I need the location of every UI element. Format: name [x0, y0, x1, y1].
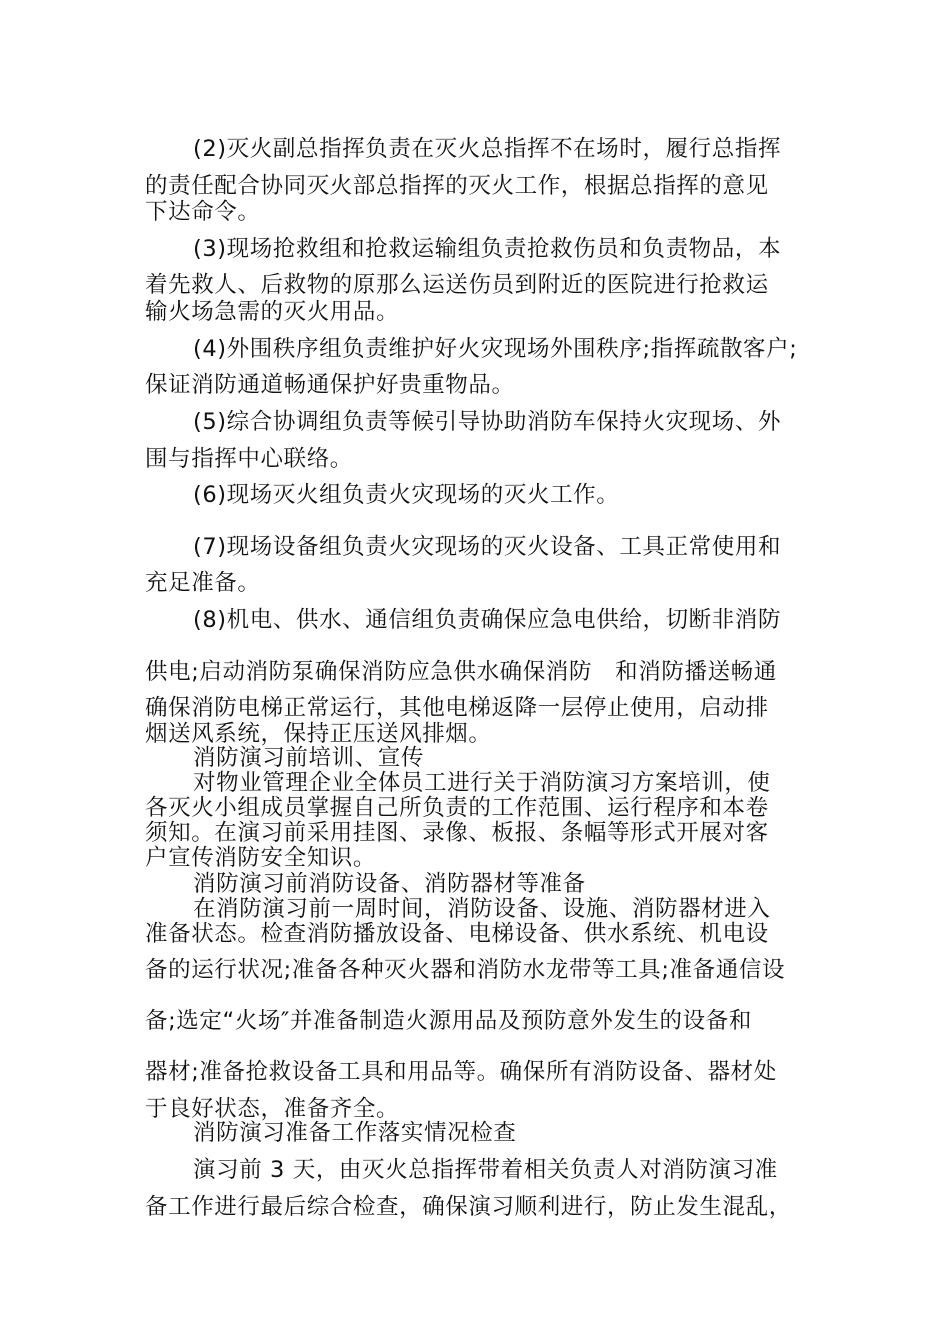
text-line: 准备状态。检查消防播放设备、电梯设备、供水系统、机电设: [145, 921, 769, 947]
text-line: 备;选定“火场″并准备制造火源用品及预防意外发生的设备和: [145, 1008, 752, 1034]
text-line: 各灭火小组成员掌握自己所负责的工作范围、运行程序和本卷: [145, 795, 769, 821]
text-line: (5)综合协调组负责等候引导协助消防车保持火灾现场、外: [193, 409, 782, 435]
text-line: 下达命令。: [145, 199, 261, 225]
text-line: 须知。在演习前采用挂图、录像、板报、条幅等形式开展对客: [145, 820, 769, 846]
text-line: 备的运行状况;准备各种灭火器和消防水龙带等工具;准备通信设: [145, 957, 786, 983]
text-line: 充足准备。: [145, 570, 261, 596]
text-line: (8)机电、供水、通信组负责确保应急电供给，切断非消防: [193, 607, 782, 633]
section-heading: 消防演习前培训、宣传: [193, 745, 425, 771]
text-line: 对物业管理企业全体员工进行关于消防演习方案培训，使: [193, 770, 771, 796]
text-line: 的责任配合协同灭火部总指挥的灭火工作，根据总指挥的意见: [145, 173, 769, 199]
text-line: 确保消防电梯正常运行，其他电梯返降一层停止使用，启动排: [145, 695, 769, 721]
text-line: 在消防演习前一周时间，消防设备、设施、消防器材进入: [193, 896, 771, 922]
text-line: (2)灭火副总指挥负责在灭火总指挥不在场时，履行总指挥: [193, 136, 782, 162]
text-line: 供电;启动消防泵确保消防应急供水确保消防 和消防播送畅通: [145, 659, 777, 685]
text-line: (3)现场抢救组和抢救运输组负责抢救伤员和负责物品，本: [193, 236, 782, 262]
text-line: 演习前 3 天，由灭火总指挥带着相关负责人对消防演习准: [193, 1157, 778, 1183]
section-heading: 消防演习准备工作落实情况检查: [193, 1120, 517, 1146]
text-line: 于良好状态，准备齐全。: [145, 1096, 400, 1122]
text-line: 烟送风系统，保持正压送风排烟。: [145, 721, 492, 747]
text-line: 围与指挥中心联络。: [145, 446, 353, 472]
text-line: 着先救人、后救物的原那么运送伤员到附近的医院进行抢救运: [145, 272, 769, 298]
text-line: 备工作进行最后综合检查，确保演习顺利进行，防止发生混乱，: [145, 1194, 792, 1220]
text-line: (4)外围秩序组负责维护好火灾现场外围秩序;指挥疏散客户;: [193, 336, 798, 362]
text-line: 器材;准备抢救设备工具和用品等。确保所有消防设备、器材处: [145, 1059, 777, 1085]
section-heading: 消防演习前消防设备、消防器材等准备: [193, 871, 586, 897]
text-line: (6)现场灭火组负责火灾现场的灭火工作。: [193, 482, 620, 508]
text-line: 输火场急需的灭火用品。: [145, 299, 400, 325]
text-line: 户宣传消防安全知识。: [145, 845, 377, 871]
text-line: 保证消防通道畅通保护好贵重物品。: [145, 372, 515, 398]
text-line: (7)现场设备组负责火灾现场的灭火设备、工具正常使用和: [193, 534, 782, 560]
